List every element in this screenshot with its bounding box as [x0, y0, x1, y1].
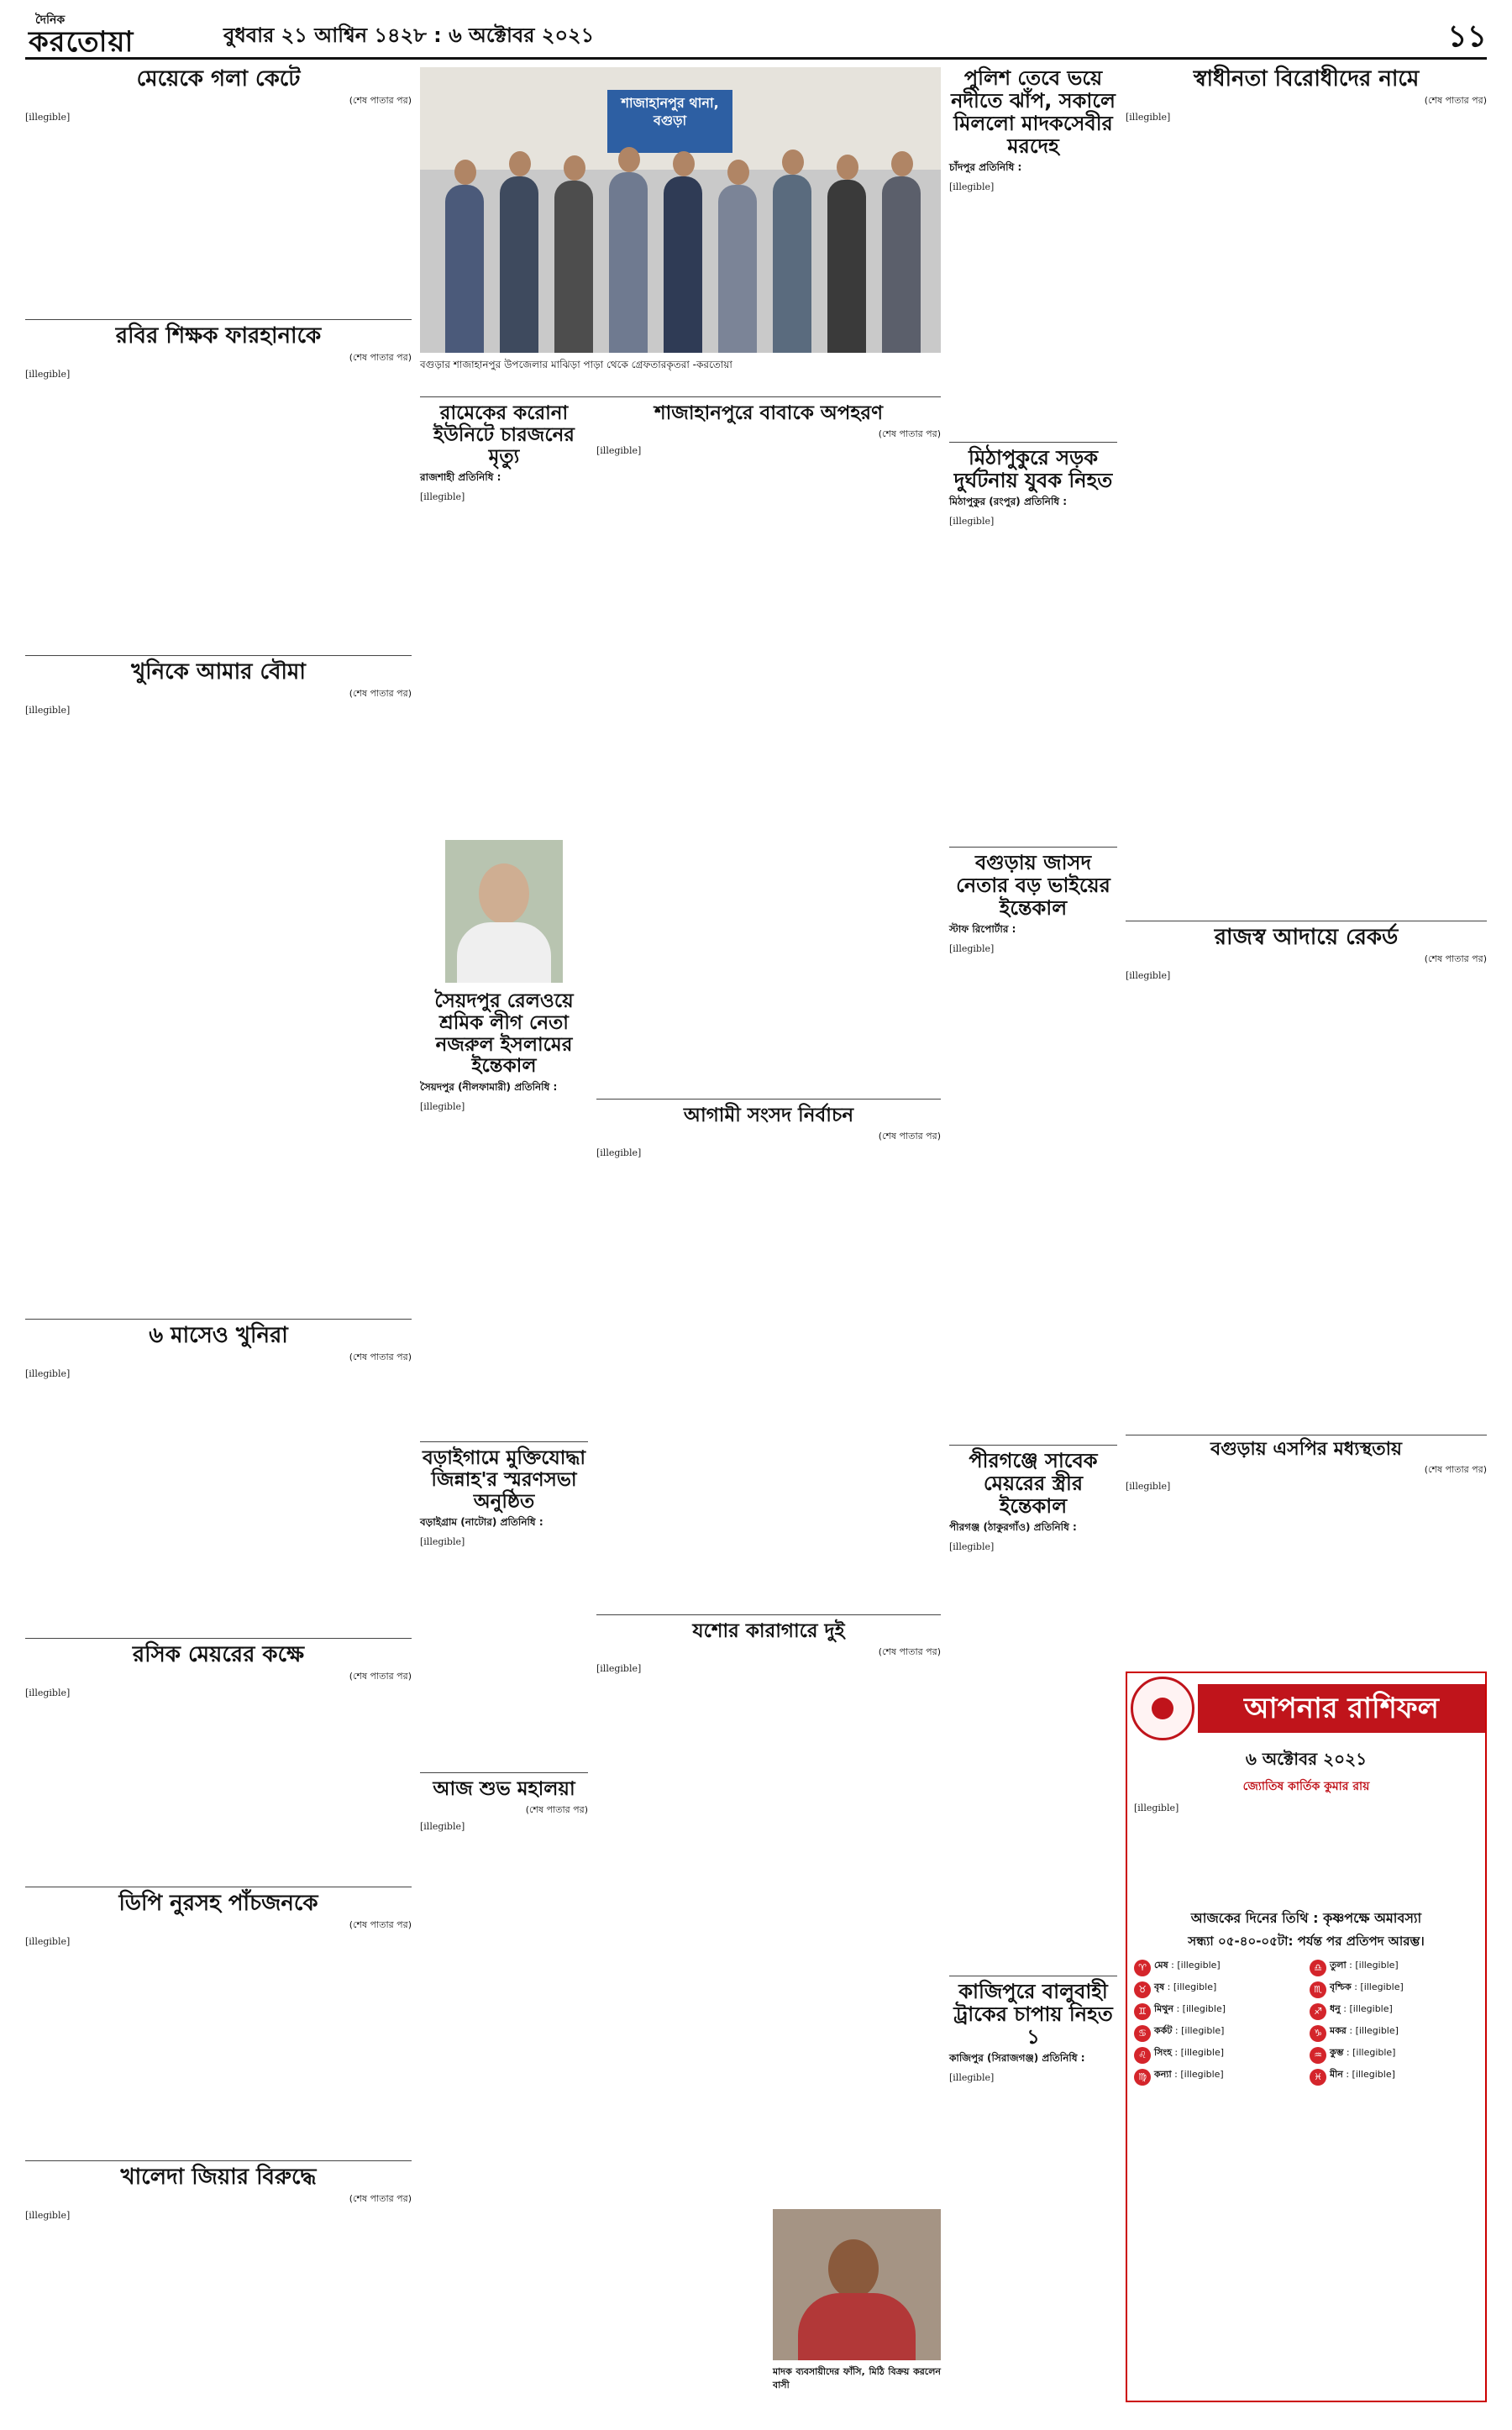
divider [25, 655, 412, 656]
woman-photo[interactable] [773, 2209, 941, 2360]
scorpio-icon: ♏ [1310, 1981, 1326, 1998]
article-khunike-amar-bouma [25, 660, 412, 1319]
logo-small-text: দৈনিক [35, 13, 66, 27]
article-body: [illegible] [1126, 112, 1171, 123]
astrologer-name: জ্যোতিষ কার্তিক কুমার রায় [1242, 1780, 1370, 1793]
person-figure [827, 180, 866, 353]
headline[interactable]: যশোর কারাগারে দুই [692, 1620, 845, 1642]
headline[interactable]: রামেকের করোনা ইউনিটে চারজনের মৃত্যু [433, 402, 575, 468]
divider [25, 319, 412, 320]
headline[interactable]: রসিক মেয়রের কক্ষে [132, 1642, 305, 1667]
article-body: [illegible] [949, 942, 995, 954]
headline[interactable]: শাজাহানপুরে বাবাকে অপহরণ [654, 402, 883, 424]
sign-leo[interactable]: ♌ সিংহ : [illegible] [1134, 2047, 1303, 2064]
person-figure [882, 176, 921, 353]
article-rasik-meyorer-kokkhe [25, 1643, 412, 1887]
article-boraigram [420, 1448, 588, 1767]
continued-label: (শেষ পাতার পর) [349, 1671, 412, 1682]
person-figure [445, 185, 484, 353]
divider [949, 442, 1117, 443]
horoscope-header [1127, 1673, 1485, 1744]
headline[interactable]: স্বাধীনতা বিরোধীদের নামে [1193, 66, 1420, 92]
article-choy-masheo-khunira [25, 1324, 412, 1638]
time-line: সন্ধ্যা ০৫-৪০-০৫টা: পর্যন্ত পর প্রতিপদ আরম্ভ। [1188, 1934, 1425, 1949]
article-shadhinota-birodhi [1126, 67, 1487, 916]
article-body: [illegible] [596, 444, 642, 456]
police-station-plaque: শাজাহানপুর থানা, বগুড়া [607, 90, 732, 153]
sign-pisces[interactable]: ♓ মীন : [illegible] [1310, 2069, 1478, 2086]
continued-label: (শেষ পাতার পর) [349, 95, 412, 107]
headline[interactable]: খুনিকে আমার বৌমা [131, 659, 306, 685]
person-figure [773, 175, 811, 353]
continued-label: (শেষ পাতার পর) [349, 1919, 412, 1931]
article-saidpur-sromik-league [420, 991, 588, 1436]
pisces-icon: ♓ [1310, 2069, 1326, 2086]
taurus-icon: ♉ [1134, 1981, 1151, 1998]
continued-label: (শেষ পাতার পর) [525, 1803, 588, 1815]
sagittarius-icon: ♐ [1310, 2003, 1326, 2020]
article-body: [illegible] [949, 181, 995, 192]
aries-icon: ♈ [1134, 1960, 1151, 1976]
article-body: [illegible] [596, 1662, 642, 1674]
divider [25, 2160, 412, 2161]
signs-left [1134, 1960, 1303, 2091]
continued-label: (শেষ পাতার পর) [349, 688, 412, 700]
horoscope-date: ৬ অক্টোবর ২০২১ [1245, 1749, 1368, 1769]
intro-placeholder: [illegible] [1134, 1803, 1179, 1813]
divider [596, 1614, 941, 1615]
continued-label: (শেষ পাতার পর) [878, 1645, 941, 1657]
sign-taurus[interactable]: ♉ বৃষ : [illegible] [1134, 1981, 1303, 1998]
continued-label: (শেষ পাতার পর) [878, 428, 941, 439]
article-body: [illegible] [1126, 970, 1171, 982]
continued-label: (শেষ পাতার পর) [1424, 95, 1487, 107]
continued-label: (শেষ পাতার পর) [1424, 1463, 1487, 1475]
sign-aries[interactable]: ♈ মেষ : [illegible] [1134, 1960, 1303, 1976]
sign-sagittarius[interactable]: ♐ ধনু : [illegible] [1310, 2003, 1478, 2020]
article-body: [illegible] [25, 2210, 71, 2222]
article-agami-sangsad [596, 1105, 941, 1609]
divider [420, 1772, 588, 1773]
horoscope-title: আপনার রাশিফল [1198, 1684, 1485, 1733]
main-news-photo[interactable] [420, 67, 941, 353]
article-body: [illegible] [25, 1936, 71, 1948]
headline[interactable]: সৈয়দপুর রেলওয়ে শ্রমিক লীগ নেতা নজরুল ইসলামের ইন্তেকাল [434, 990, 574, 1078]
virgo-icon: ♍ [1134, 2069, 1151, 2086]
article-body: [illegible] [420, 491, 465, 503]
byline: মিঠাপুকুর (রংপুর) প্রতিনিধি : [949, 495, 1068, 507]
signs-grid [1127, 1960, 1485, 2091]
horoscope-box [1126, 1672, 1487, 2402]
person-figure [500, 176, 538, 353]
article-bogura-jasod [949, 852, 1117, 1440]
dateline: বুধবার ২১ আশ্বিন ১৪২৮ : ৬ অক্টোবর ২০২১ [223, 24, 595, 47]
sign-virgo[interactable]: ♍ কন্যা : [illegible] [1134, 2069, 1303, 2086]
horoscope-intro [1127, 1802, 1485, 1903]
continued-label: (শেষ পাতার পর) [878, 1130, 941, 1142]
divider [420, 396, 941, 397]
leo-icon: ♌ [1134, 2047, 1151, 2064]
article-robir-shikkhok [25, 324, 412, 655]
article-shajahanpur-obohoron [596, 403, 941, 1092]
article-body: [illegible] [25, 1687, 71, 1699]
headline[interactable]: বগুড়ায় এসপির মধ্যস্থতায় [1210, 1439, 1403, 1460]
headline[interactable]: রাজস্ব আদায়ে রেকর্ড [1214, 925, 1399, 950]
headline[interactable]: বগুড়ায় জাসদ নেতার বড় ভাইয়ের ইন্তেকাল [956, 851, 1110, 920]
sign-scorpio[interactable]: ♏ বৃশ্চিক : [illegible] [1310, 1981, 1478, 1998]
headline[interactable]: রবির শিক্ষক ফারহানাকে [115, 323, 322, 349]
divider [596, 1099, 941, 1100]
article-body: [illegible] [420, 1820, 465, 1832]
intro-text [1134, 1802, 1478, 1903]
article-body: [illegible] [949, 515, 995, 527]
article-body: [illegible] [25, 705, 71, 716]
byline: সৈয়দপুর (নীলফামারী) প্রতিনিধি : [420, 1081, 558, 1093]
sign-gemini[interactable]: ♊ মিথুন : [illegible] [1134, 2003, 1303, 2020]
article-body: [illegible] [1126, 1480, 1171, 1492]
capricorn-icon: ♑ [1310, 2025, 1326, 2042]
sign-capricorn[interactable]: ♑ মকর : [illegible] [1310, 2025, 1478, 2042]
masthead [25, 8, 1487, 60]
article-ramek-corona [420, 403, 588, 832]
headline[interactable]: পীরগঞ্জে সাবেক মেয়রের স্ত্রীর ইন্তেকাল [969, 1449, 1098, 1518]
headline[interactable]: মিঠাপুকুরে সড়ক দুর্ঘটনায় যুবক নিহত [953, 446, 1113, 492]
person-figure [609, 172, 648, 353]
article-kazipur [949, 1981, 1117, 2409]
continued-label: (শেষ পাতার পর) [349, 352, 412, 364]
cancer-icon: ♋ [1134, 2025, 1151, 2042]
byline: বড়াইগ্রাম (নাটোর) প্রতিনিধি : [420, 1516, 543, 1529]
article-mithapukur [949, 447, 1117, 842]
article-pirganj [949, 1450, 1117, 1971]
headline[interactable]: খালেদা জিয়ার বিরুদ্ধে [120, 2165, 317, 2190]
signs-right [1310, 1960, 1478, 2091]
subcolumn-b [596, 403, 941, 2411]
byline: কাজিপুর (সিরাজগঞ্জ) প্রতিনিধি : [949, 2051, 1085, 2064]
divider [25, 1319, 412, 1320]
person-figure [718, 185, 757, 353]
photo-caption: বগুড়ার শাজাহানপুর উপজেলার মাঝিড়া পাড়া থেকে গ্রেফতারকৃতরা -করতোয়া [420, 359, 732, 370]
article-body: [illegible] [25, 369, 71, 381]
sign-libra[interactable]: ♎ তুলা : [illegible] [1310, 1960, 1478, 1976]
gemini-icon: ♊ [1134, 2003, 1151, 2020]
headline[interactable]: বড়াইগামে মুক্তিযোদ্ধা জিন্নাহ'র স্মরণসভা অনুষ্ঠিত [422, 1447, 585, 1513]
article-body: [illegible] [949, 1540, 995, 1552]
libra-icon: ♎ [1310, 1960, 1326, 1976]
newspaper-logo[interactable] [25, 8, 185, 59]
article-dp-nur [25, 1892, 412, 2160]
aquarius-icon: ♒ [1310, 2047, 1326, 2064]
article-shuvo-mahalaya [420, 1779, 588, 2409]
divider [420, 1441, 588, 1442]
article-body: [illegible] [420, 1536, 465, 1548]
photo-caption-small: মাদক ব্যবসায়ীদের ফাঁসি, মিঠি বিক্রয় করলেন বাসী [773, 2366, 941, 2391]
divider [949, 1445, 1117, 1446]
continued-label: (শেষ পাতার পর) [349, 2193, 412, 2205]
byline: রাজশাহী প্রতিনিধি : [420, 471, 501, 484]
article-body: [illegible] [25, 1368, 71, 1380]
article-meyeke-gola-kete [25, 67, 412, 319]
headline[interactable]: পুলিশ তেবে ভয়ে নদীতে ঝাঁপ, সকালে মিললো মাদকসেবীর মরদেহ [951, 66, 1116, 158]
person-figure [554, 181, 593, 353]
portrait-photo[interactable] [445, 840, 563, 983]
byline: স্টাফ রিপোর্টার : [949, 922, 1016, 935]
divider [949, 847, 1117, 848]
article-body: [illegible] [596, 1147, 642, 1158]
headline[interactable]: ৬ মাসেও খুনিরা [149, 1323, 288, 1348]
byline: পীরগঞ্জ (ঠাকুরগাঁও) প্রতিনিধি : [949, 1520, 1077, 1533]
continued-label: (শেষ পাতার পর) [1424, 953, 1487, 965]
tithi-label: আজকের দিনের তিথি : কৃষ্ণপক্ষে অমাবস্যা [1190, 1910, 1422, 1926]
article-khaleda-zia [25, 2165, 412, 2409]
article-body: [illegible] [25, 112, 71, 123]
article-nodite-jhap [949, 67, 1117, 437]
person-figure [664, 176, 702, 353]
headline[interactable]: ডিপি নুরসহ পাঁচজনকে [118, 1891, 318, 1916]
article-rajoswo-aday [1126, 926, 1487, 1430]
page-number: ১১ [1447, 19, 1487, 54]
zodiac-wheel-icon [1131, 1677, 1194, 1740]
divider [25, 1638, 412, 1639]
logo-main-text: করতোয়া [29, 25, 134, 59]
headline[interactable]: আগামী সংসদ নির্বাচন [683, 1105, 854, 1126]
subcolumn-a [420, 403, 588, 2411]
continued-label: (শেষ পাতার পর) [349, 1351, 412, 1363]
headline[interactable]: কাজিপুরে বালুবাহী ট্রাকের চাপায় নিহত ১ [953, 1980, 1113, 2049]
headline[interactable]: মেয়েকে গলা কেটে [136, 66, 301, 92]
article-body: [illegible] [420, 1101, 465, 1112]
article-bogura-sp [1126, 1440, 1487, 1666]
headline[interactable]: আজ শুভ মহালয়া [433, 1778, 575, 1800]
article-body: [illegible] [949, 2071, 995, 2083]
sign-cancer[interactable]: ♋ কর্কট : [illegible] [1134, 2025, 1303, 2042]
byline: চাঁদপুর প্রতিনিধি : [949, 160, 1022, 173]
sign-aquarius[interactable]: ♒ কুম্ভ : [illegible] [1310, 2047, 1478, 2064]
